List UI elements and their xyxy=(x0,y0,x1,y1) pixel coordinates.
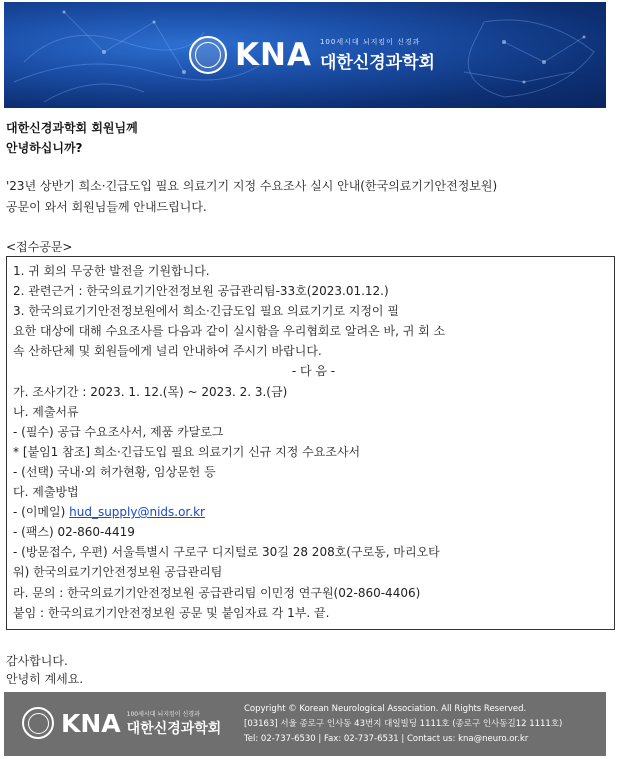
notice-line: - (팩스) 02-860-4419 xyxy=(13,525,135,540)
intro-line-1: '23년 상반기 희소·긴급도입 필요 의료기기 지정 수요조사 실시 안내(한국의료기기안전정보원) xyxy=(6,179,498,193)
closing xyxy=(6,652,83,688)
notice-line: * [붙임1 참조] 희소·긴급도입 필요 의료기기 신규 지정 수요조사서 xyxy=(13,444,361,459)
footer xyxy=(4,692,606,756)
footer-seal-icon xyxy=(22,707,54,739)
notice-line: 라. 문의 : 한국의료기기안전정보원 공급관리팀 이민정 연구원(02-860-4406) xyxy=(13,585,421,600)
notice-box xyxy=(6,256,615,630)
notice-line: - (선택) 국내·외 허가현황, 임상문헌 등 xyxy=(13,464,216,479)
footer-org-name: 대한신경과학회 xyxy=(126,720,222,737)
email-link[interactable]: hud_supply@nids.or.kr xyxy=(69,505,205,520)
notice-line: 붙임 : 한국의료기기안전정보원 공문 및 붙임자료 각 1부. 끝. xyxy=(13,605,330,620)
footer-contact: Tel: 02-737-6530 | Fax: 02-737-6531 | Contact us: kna@neuro.or.kr xyxy=(244,734,529,744)
email-prefix: - (이메일) xyxy=(13,505,70,520)
received-label: <접수공문> xyxy=(6,240,73,254)
footer-info xyxy=(244,702,562,747)
intro-line-2: 공문이 와서 회원님들께 안내드립니다. xyxy=(6,200,207,214)
header-org-name: 대한신경과학회 xyxy=(319,53,435,73)
header-logo xyxy=(189,36,435,74)
footer-address: [03163] 서울 종로구 인사동 43번지 대일빌딩 1111호 (종로구 인사동길12 1111호) xyxy=(244,719,563,729)
intro-text xyxy=(6,176,497,218)
association-seal-icon xyxy=(189,36,227,74)
footer-logo xyxy=(22,707,221,739)
header-tagline: 100세시대 뇌지킴이 신경과 xyxy=(319,38,421,46)
notice-line: - (필수) 공급 수요조사서, 제품 카달로그 xyxy=(13,424,224,439)
header-banner xyxy=(4,2,606,108)
notice-line: 2. 관련근거 : 한국의료기기안전정보원 공급관리팀-33호(2023.01.12.) xyxy=(13,284,389,299)
notice-line: 다. 제출방법 xyxy=(13,485,79,500)
greeting-line-1: 대한신경과학회 회원님께 xyxy=(6,121,138,135)
closing-line-2: 안녕히 계세요. xyxy=(6,672,84,686)
notice-separator: - 다 음 - xyxy=(291,364,336,379)
notice-line: 속 산하단체 및 회원들에게 널리 안내하여 주시기 바랍니다. xyxy=(13,344,322,359)
footer-kna-text: KNA xyxy=(61,708,121,738)
kna-logo-text: KNA xyxy=(235,37,312,73)
notice-line: 워) 한국의료기기안전정보원 공급관리팀 xyxy=(13,565,223,580)
notice-line: 요한 대상에 대해 수요조사를 다음과 같이 실시함을 우리협회로 알려온 바, 귀 회 소 xyxy=(13,324,446,339)
greeting-line-2: 안녕하십니까? xyxy=(6,141,83,155)
notice-email-line xyxy=(13,502,614,522)
notice-line: - (방문접수, 우편) 서울특별시 구로구 디지털로 30길 28 208호(구로동, 마리오타 xyxy=(13,545,440,560)
footer-copyright: Copyright © Korean Neurological Association. All Rights Reserved. xyxy=(244,704,527,714)
notice-line: 나. 제출서류 xyxy=(13,404,79,419)
footer-tagline: 100세시대 뇌지킴이 신경과 xyxy=(126,710,200,718)
notice-line: 1. 귀 회의 무궁한 발전을 기원합니다. xyxy=(13,264,210,278)
notice-line: 3. 한국의료기기안전정보원에서 희소·긴급도입 필요 의료기기로 지정이 필 xyxy=(13,304,399,319)
closing-line-1: 감사합니다. xyxy=(6,654,68,668)
greeting xyxy=(6,118,138,158)
notice-line: 가. 조사기간 : 2023. 1. 12.(목) ~ 2023. 2. 3.(금) xyxy=(13,384,288,399)
